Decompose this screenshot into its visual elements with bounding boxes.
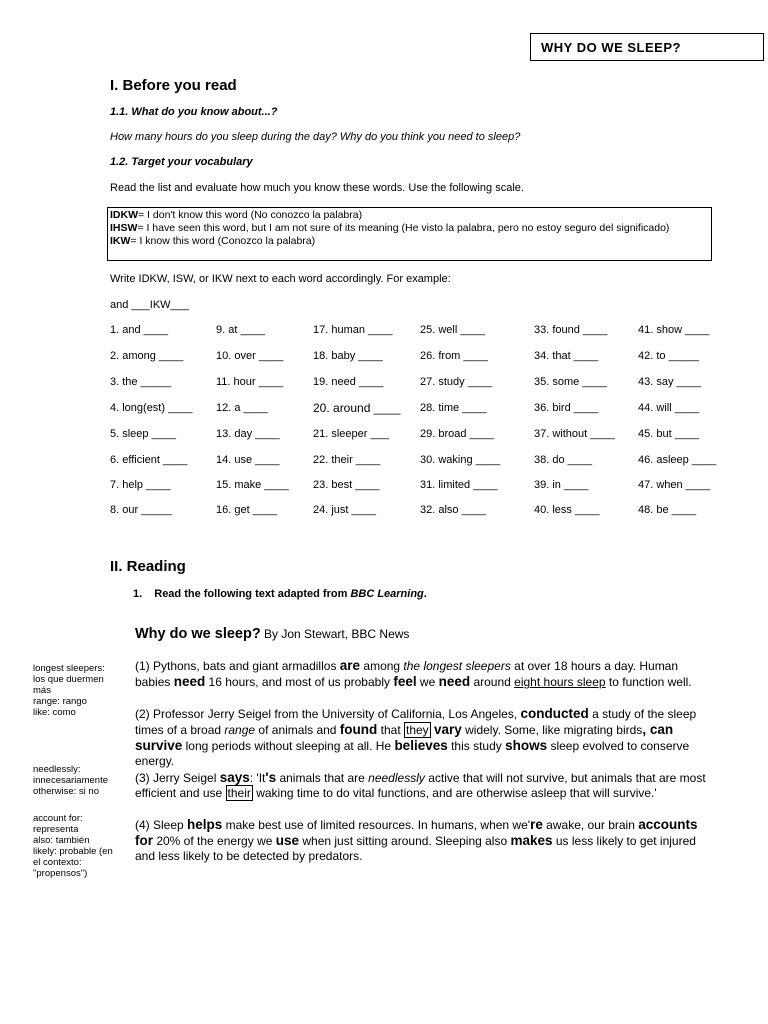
vocab-word-item: 11. hour ____ bbox=[216, 376, 284, 388]
vocab-word-item: 20. around ____ bbox=[313, 401, 401, 415]
vocab-word-item: 19. need ____ bbox=[313, 376, 384, 388]
vocab-word-item: 40. less ____ bbox=[534, 504, 600, 516]
vocab-word-item: 12. a ____ bbox=[216, 402, 268, 414]
vocab-word-item: 18. baby ____ bbox=[313, 350, 383, 362]
glossary-note-3: account for: representa also: también likely: probable (en el contexto: "propensos") bbox=[33, 813, 113, 879]
question-heading-1-1: 1.1. What do you know about...? bbox=[110, 106, 278, 118]
glossary-note-2: needlessly: innecesariamente otherwise: si no bbox=[33, 764, 108, 797]
vocab-word-item: 22. their ____ bbox=[313, 454, 381, 466]
vocab-word-item: 46. asleep ____ bbox=[638, 454, 717, 466]
vocab-word-item: 8. our _____ bbox=[110, 504, 172, 516]
reading-task: 1. Read the following text adapted from BBC Learning. bbox=[133, 588, 427, 600]
vocab-word-item: 17. human ____ bbox=[313, 324, 393, 336]
vocab-word-item: 31. limited ____ bbox=[420, 479, 498, 491]
vocab-word-item: 38. do ____ bbox=[534, 454, 593, 466]
vocab-word-item: 2. among ____ bbox=[110, 350, 184, 362]
vocab-word-item: 7. help ____ bbox=[110, 479, 171, 491]
question-heading-1-2: 1.2. Target your vocabulary bbox=[110, 156, 253, 168]
vocab-word-item: 23. best ____ bbox=[313, 479, 380, 491]
vocab-word-item: 43. say ____ bbox=[638, 376, 701, 388]
vocab-word-item: 9. at ____ bbox=[216, 324, 265, 336]
article-paragraph-2: (2) Professor Jerry Seigel from the University of California, Los Angeles, conducted a study of the sleep times of a broad range of animals and found that they vary widely. Some, like migrating birds, can survive long periods without sleeping at all. He believes this study shows sleep evolved to conserve energy. bbox=[135, 706, 697, 768]
vocab-word-item: 29. broad ____ bbox=[420, 428, 495, 440]
vocab-word-item: 5. sleep ____ bbox=[110, 428, 177, 440]
instruction-text: Write IDKW, ISW, or IKW next to each word accordingly. For example: bbox=[110, 273, 451, 285]
scale-item-ikw: IKW= I know this word (Conozco la palabra) bbox=[110, 235, 316, 247]
question-text-1-2: Read the list and evaluate how much you know these words. Use the following scale. bbox=[110, 182, 524, 194]
vocab-word-item: 33. found ____ bbox=[534, 324, 608, 336]
vocab-word-item: 47. when ____ bbox=[638, 479, 711, 491]
question-text-1-1: How many hours do you sleep during the day? Why do you think you need to sleep? bbox=[110, 131, 521, 143]
vocab-word-item: 25. well ____ bbox=[420, 324, 485, 336]
vocab-word-item: 32. also ____ bbox=[420, 504, 487, 516]
vocab-word-item: 41. show ____ bbox=[638, 324, 710, 336]
article-paragraph-3: (3) Jerry Seigel says: 'It's animals that are needlessly active that will not survive, but animals that are most efficient and use their waking time to do vital functions, and are otherwise asleep that will survive.' bbox=[135, 770, 706, 800]
vocab-word-item: 44. will ____ bbox=[638, 402, 700, 414]
vocab-word-item: 14. use ____ bbox=[216, 454, 280, 466]
vocab-word-item: 45. but ____ bbox=[638, 428, 700, 440]
vocab-word-item: 24. just ____ bbox=[313, 504, 376, 516]
vocab-word-item: 1. and ____ bbox=[110, 324, 169, 336]
example-text: and ___IKW___ bbox=[110, 299, 189, 311]
vocab-word-item: 35. some ____ bbox=[534, 376, 607, 388]
vocab-word-item: 21. sleeper ___ bbox=[313, 428, 389, 440]
vocab-word-item: 3. the _____ bbox=[110, 376, 172, 388]
article-paragraph-4: (4) Sleep helps make best use of limited resources. In humans, when we're awake, our brain accounts for 20% of the energy we use when just sitting around. Sleeping also makes us less likely to get injured and less likely to be detected by predators. bbox=[135, 817, 698, 863]
vocab-word-item: 13. day ____ bbox=[216, 428, 280, 440]
scale-legend-box bbox=[107, 207, 712, 261]
vocab-word-item: 4. long(est) ____ bbox=[110, 402, 193, 414]
document-title: WHY DO WE SLEEP? bbox=[530, 33, 764, 61]
vocab-word-item: 37. without ____ bbox=[534, 428, 615, 440]
vocab-word-item: 36. bird ____ bbox=[534, 402, 599, 414]
vocab-word-item: 26. from ____ bbox=[420, 350, 488, 362]
vocab-word-item: 15. make ____ bbox=[216, 479, 289, 491]
vocab-word-item: 42. to _____ bbox=[638, 350, 700, 362]
section-heading-reading: II. Reading bbox=[110, 558, 186, 575]
vocab-word-item: 16. get ____ bbox=[216, 504, 278, 516]
vocab-word-item: 27. study ____ bbox=[420, 376, 493, 388]
vocab-word-item: 28. time ____ bbox=[420, 402, 487, 414]
scale-item-ihsw: IHSW= I have seen this word, but I am not sure of its meaning (He visto la palabra, pero no estoy seguro del significado) bbox=[110, 222, 670, 234]
glossary-note-1: longest sleepers: los que duermen más range: rango like: como bbox=[33, 663, 105, 718]
article-paragraph-1: (1) Pythons, bats and giant armadillos are among the longest sleepers at over 18 hours a day. Human babies need 16 hours, and most of us probably feel we need around eight hours sleep to function well. bbox=[135, 658, 692, 689]
vocab-word-item: 30. waking ____ bbox=[420, 454, 501, 466]
vocab-word-item: 10. over ____ bbox=[216, 350, 284, 362]
vocab-word-item: 48. be ____ bbox=[638, 504, 697, 516]
vocab-word-item: 6. efficient ____ bbox=[110, 454, 188, 466]
scale-item-idkw: IDKW= I don't know this word (No conozco la palabra) bbox=[110, 209, 363, 221]
vocab-word-item: 34. that ____ bbox=[534, 350, 599, 362]
section-heading-before-you-read: I. Before you read bbox=[110, 77, 237, 94]
article-title: Why do we sleep? By Jon Stewart, BBC News bbox=[135, 626, 410, 642]
vocab-word-item: 39. in ____ bbox=[534, 479, 589, 491]
